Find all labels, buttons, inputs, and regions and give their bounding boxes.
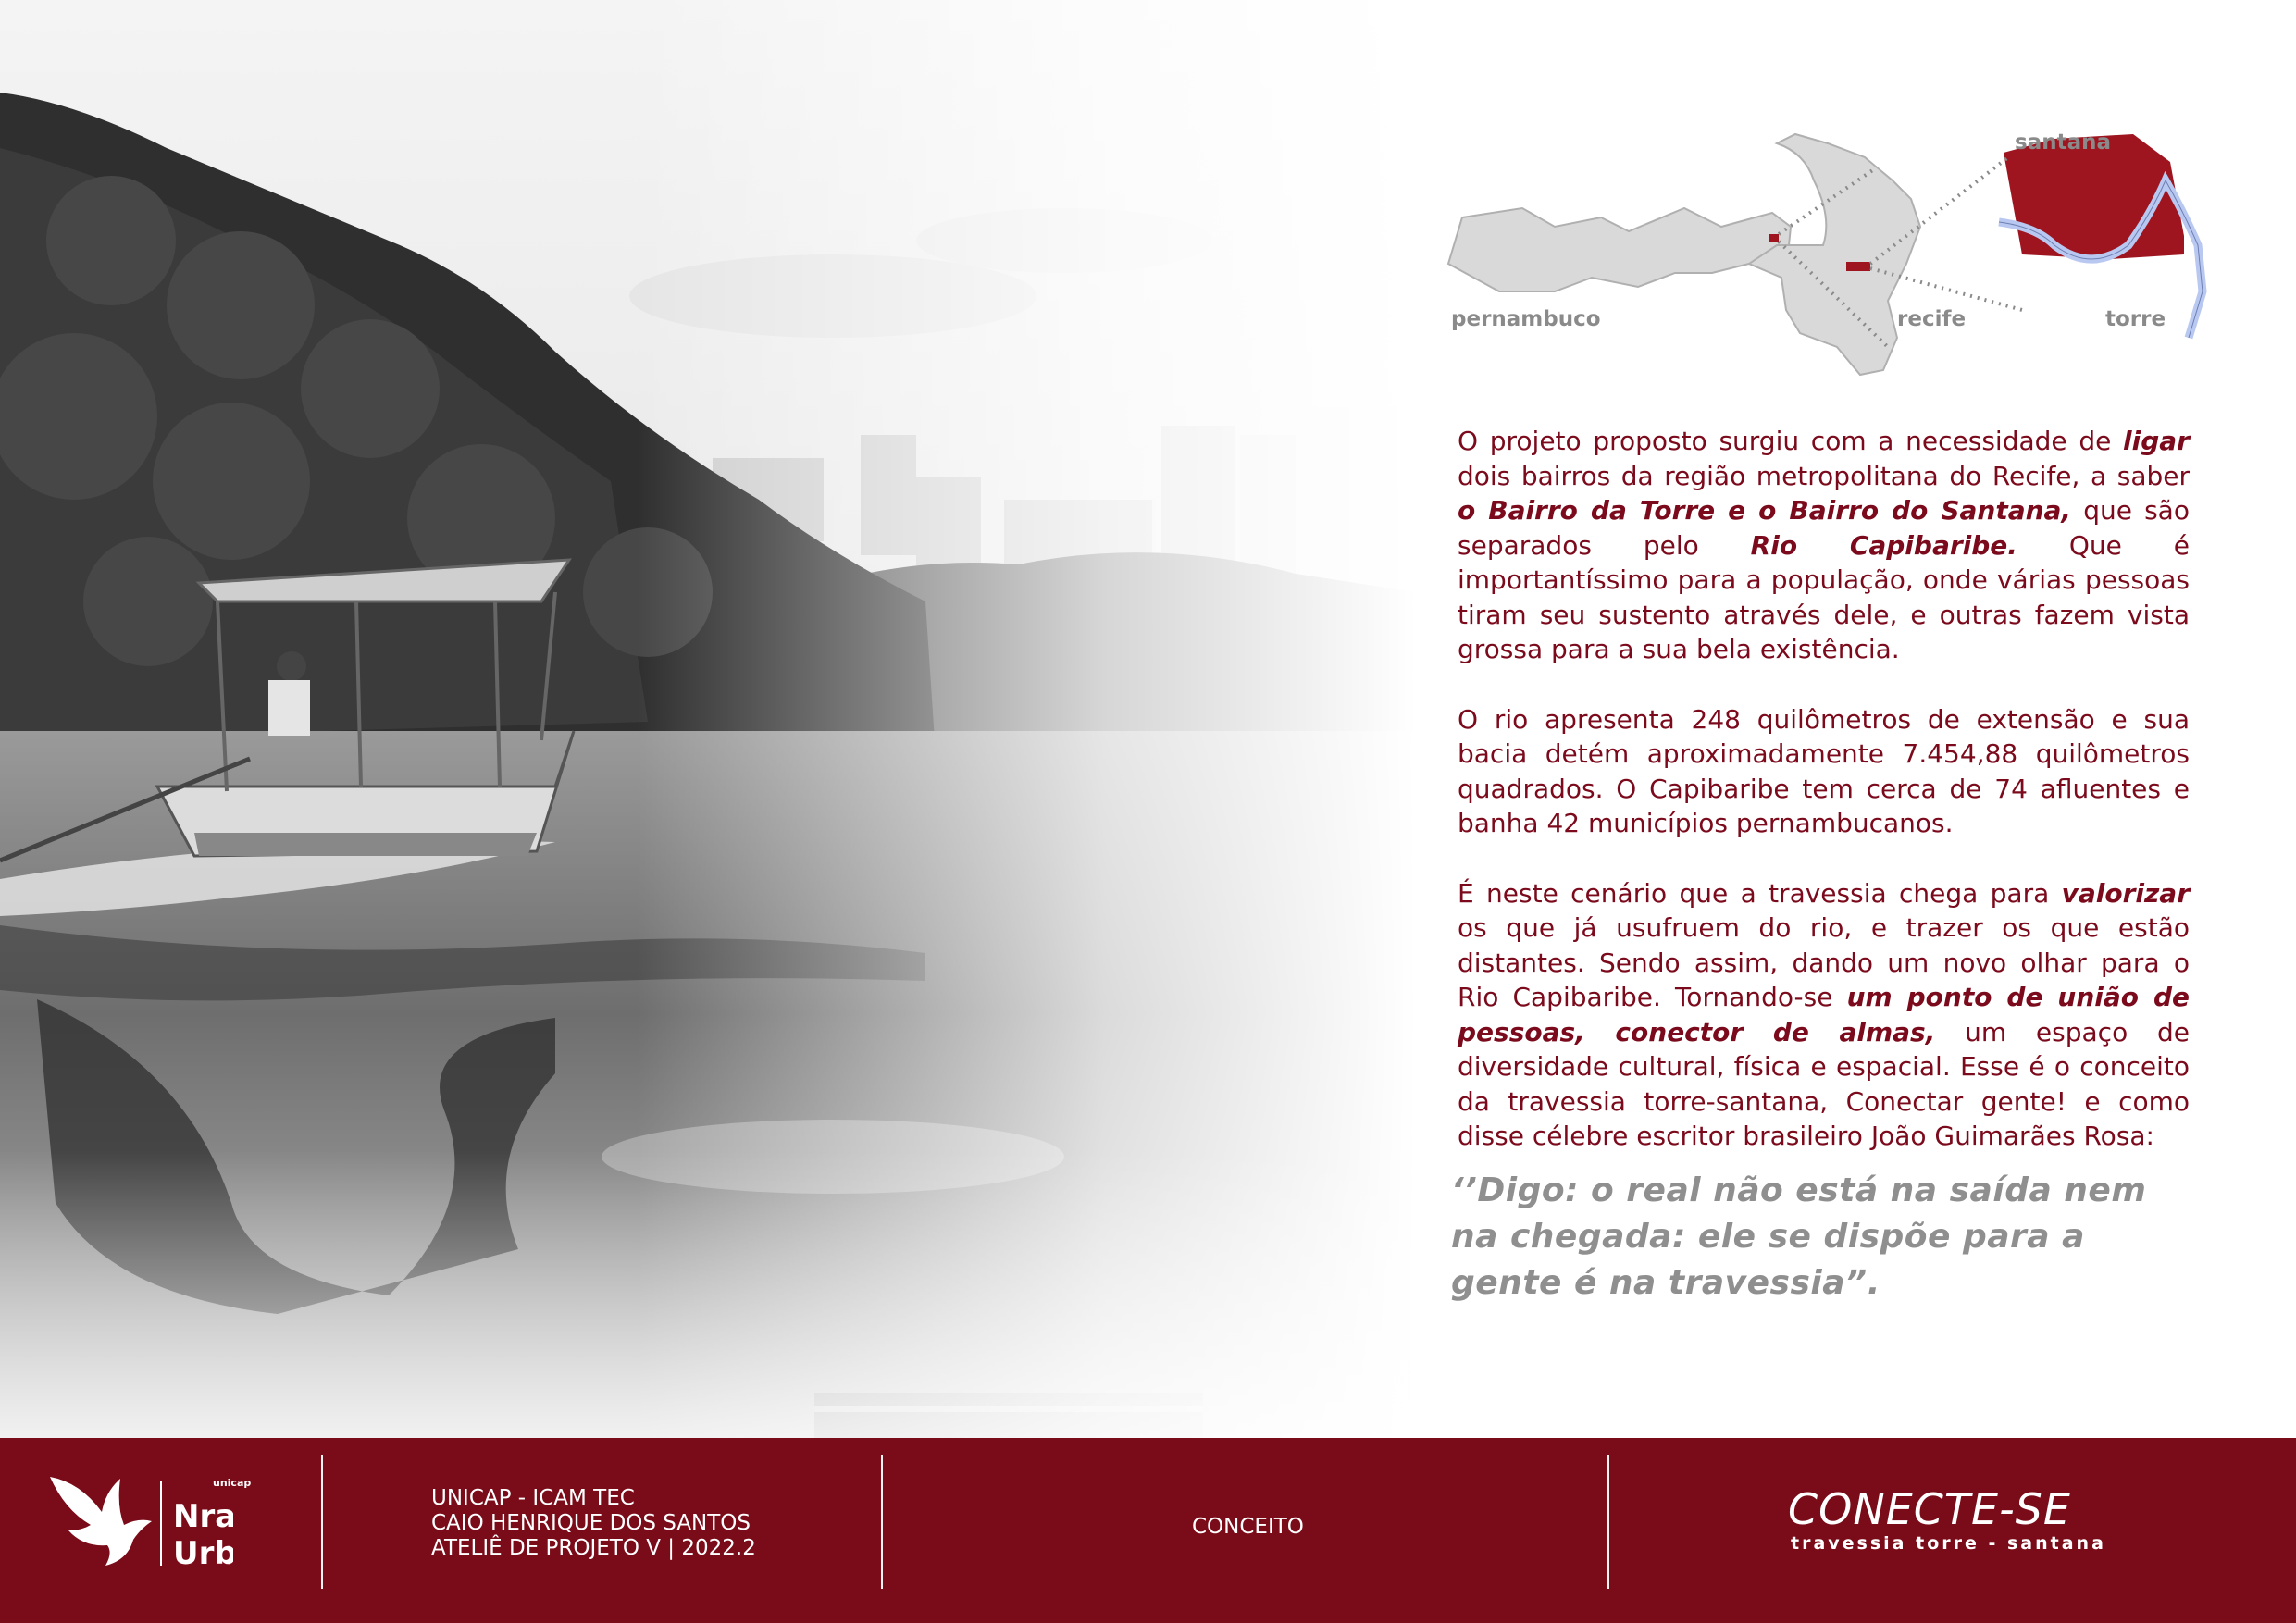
logo-small-text: unicap xyxy=(213,1477,252,1489)
paragraph-3: É neste cenário que a travessia chega para valorizar os que já usufruem do rio, e trazer os que estão distantes. Sendo assim, dando um novo olhar para o Rio Capibaribe. Tornando-se um ponto de união de pessoas, conector de almas, um espaço de diversidade cultural, física e espacial. Esse é o conceito da travessia torre-santana, Conectar gente! e como disse célebre escritor brasileiro João Guimarães Rosa: xyxy=(1458,877,2190,1151)
course-line-3: ATELIÊ DE PROJETO V | 2022.2 xyxy=(431,1536,756,1560)
location-map-graphic xyxy=(1444,125,2212,393)
footer-bar xyxy=(0,1438,2296,1623)
paragraph-2: O rio apresenta 248 quilômetros de extensão e sua bacia detém aproximadamente 7.454,88 quilômetros quadrados. O Capibaribe tem cerca de 74 afluentes e banha 42 municípios pernambucanos. xyxy=(1458,703,2190,838)
concept-text xyxy=(1458,424,2190,1189)
course-line-2: CAIO HENRIQUE DOS SANTOS xyxy=(431,1511,751,1535)
course-line-1: UNICAP - ICAM TEC xyxy=(431,1486,635,1510)
divider-3 xyxy=(1607,1455,1609,1589)
course-info xyxy=(431,1486,756,1561)
dove-logo-icon xyxy=(48,1473,233,1575)
pernambuco-shape xyxy=(1448,208,1791,291)
guimaraes-rosa-quote: ‘’Digo: o real não está na saída nem na chegada: ele se dispõe para a gente é na travessia”. xyxy=(1451,1171,2147,1302)
label-pernambuco: pernambuco xyxy=(1451,307,1601,331)
highlight-rio: Rio Capibaribe. xyxy=(1750,529,2017,561)
brand-title: CONECTE-SE xyxy=(1788,1484,2071,1534)
highlight-bairros: o Bairro da Torre e o Bairro do Santana, xyxy=(1458,495,2072,526)
highlight-ligar: ligar xyxy=(2123,426,2190,456)
label-santana: santana xyxy=(2015,130,2111,155)
label-torre: torre xyxy=(2105,307,2166,331)
paragraph-1: O projeto proposto surgiu com a necessidade de ligar dois bairros da região metropolitana do Recife, a saber o Bairro da Torre e o Bairro do Santana, que são separados pelo Rio Capibaribe. Que é importantíssimo para a população, onde várias pessoas tiram seu sustento através dele, e outras fazem vista grossa para a sua bela existência. xyxy=(1458,426,2190,664)
label-recife: recife xyxy=(1897,307,1967,331)
svg-text:Urb: Urb xyxy=(173,1535,233,1572)
brand-subtitle: travessia torre - santana xyxy=(1791,1533,2106,1554)
nraurb-logo xyxy=(48,1473,252,1575)
highlight-uniao: um ponto de união de pessoas, conector de almas, xyxy=(1458,982,2190,1047)
divider-1 xyxy=(321,1455,323,1589)
svg-text:Nra: Nra xyxy=(173,1498,233,1535)
divider-2 xyxy=(881,1455,883,1589)
location-map xyxy=(1444,125,2212,393)
section-title: CONCEITO xyxy=(1192,1515,1304,1539)
highlight-valorizar: valorizar xyxy=(2061,877,2190,909)
